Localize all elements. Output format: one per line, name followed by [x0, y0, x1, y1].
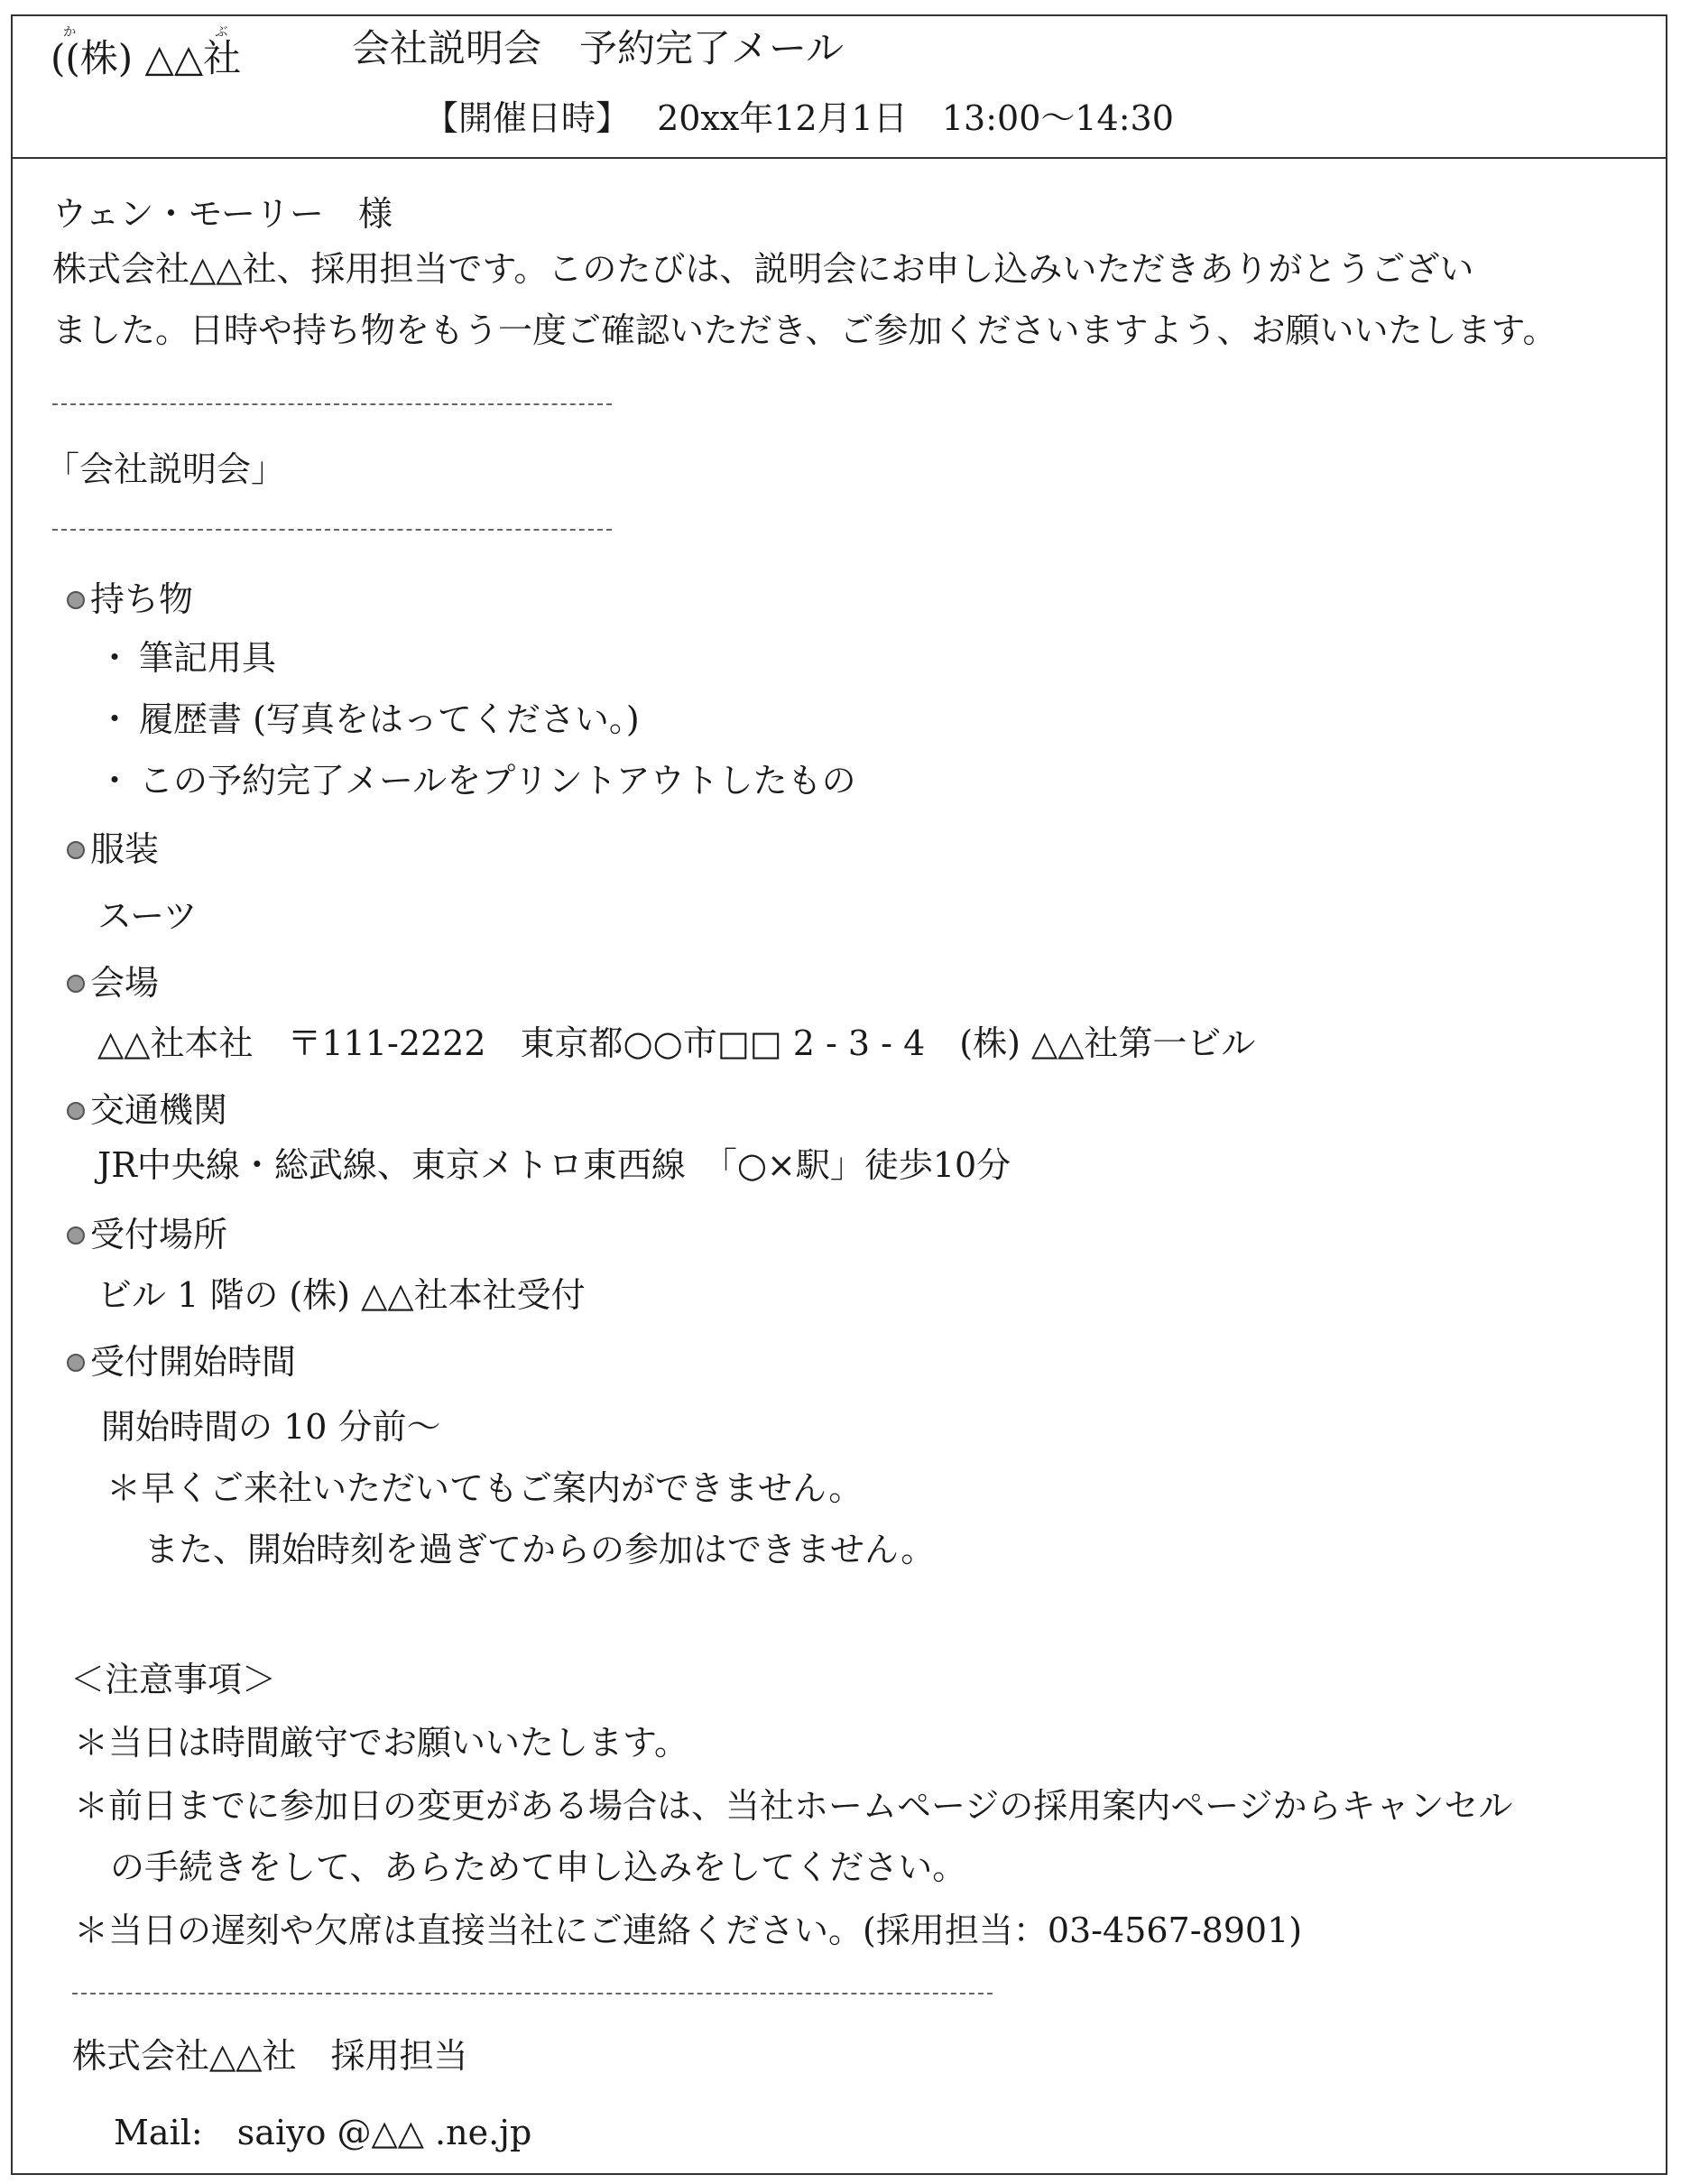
- dot-icon: ・: [97, 699, 133, 739]
- bullet-icon: [67, 1354, 85, 1372]
- divider: [52, 529, 612, 531]
- venue-body: △△社本社 〒111-2222 東京都○○市□□ 2 - 3 - 4 (株) △△社第一ビル: [97, 1023, 1256, 1063]
- note-item-continued: の手続きをして、あらためて申し込みをしてください。: [110, 1847, 967, 1887]
- notes-heading: ＜注意事項＞: [70, 1660, 277, 1699]
- dress-body: スーツ: [97, 896, 198, 936]
- reception-time-heading: [67, 1341, 296, 1384]
- section-heading: 受付場所: [90, 1215, 228, 1254]
- note-item: ＊当日は時間厳守でお願いいたします。: [74, 1723, 688, 1763]
- section-heading: 持ち物: [90, 579, 194, 619]
- bullet-icon: [67, 1226, 85, 1245]
- section-heading: 会場: [90, 963, 160, 1003]
- bullet-icon: [67, 975, 85, 993]
- mail-address: saiyo @△△ .ne.jp: [236, 2113, 532, 2152]
- belongings-item-label: 筆記用具: [139, 638, 277, 678]
- belongings-item-label: 履歴書 (写真をはってください。): [139, 699, 640, 739]
- mail-label: Mail:: [114, 2113, 203, 2152]
- reception-time-body: 開始時間の 10 分前〜: [101, 1407, 441, 1447]
- reception-place-heading: [67, 1214, 227, 1257]
- date-label: 【開催日時】: [424, 98, 631, 138]
- belongings-item-label: この予約完了メールをプリントアウトしたもの: [139, 761, 856, 800]
- belongings-item: [97, 699, 640, 742]
- note-item: ＊当日の遅刻や欠席は直接当社にご連絡ください。(採用担当：03-4567-8901): [74, 1911, 1303, 1950]
- reception-place-body: ビル 1 階の (株) △△社本社受付: [97, 1275, 586, 1315]
- header-title: 会社説明会 予約完了メール: [352, 26, 845, 70]
- greeting-line-1: 株式会社△△社、採用担当です。このたびは、説明会にお申し込みいただきありがとうござい: [52, 249, 1474, 289]
- reception-time-note: また、開始時刻を過ぎてからの参加はできません。: [144, 1530, 936, 1569]
- header-company: ((株) △△社かぶ: [51, 25, 242, 80]
- section-heading: 服装: [90, 829, 160, 869]
- belongings-item: [97, 760, 856, 803]
- divider: [72, 1993, 993, 1994]
- transport-heading: [67, 1089, 227, 1133]
- belongings-item: [97, 637, 276, 680]
- venue-heading: [67, 962, 159, 1005]
- event-title: 「会社説明会」: [45, 449, 286, 489]
- dot-icon: ・: [97, 761, 133, 800]
- header-date: [424, 97, 1174, 141]
- dress-heading: [67, 828, 159, 872]
- section-heading: 受付開始時間: [90, 1342, 297, 1382]
- dot-icon: ・: [97, 638, 133, 678]
- divider: [52, 403, 612, 405]
- transport-body: JR中央線・総武線、東京メトロ東西線 「○×駅」徒歩10分: [97, 1145, 1011, 1185]
- bullet-icon: [67, 841, 85, 859]
- date-value: 20xx年12月1日 13:00〜14:30: [657, 98, 1174, 138]
- company-name: (株) △△社: [65, 36, 242, 80]
- section-heading: 交通機関: [90, 1090, 228, 1130]
- recipient-name: ウェン・モーリー 様: [52, 194, 393, 234]
- bullet-icon: [67, 1102, 85, 1120]
- reception-time-note: ＊早くご来社いただいてもご案内ができません。: [106, 1468, 864, 1508]
- belongings-heading: [67, 578, 193, 622]
- footer-mail: [114, 2112, 531, 2155]
- bullet-icon: [67, 591, 85, 609]
- note-item: ＊前日までに参加日の変更がある場合は、当社ホームページの採用案内ページからキャンセル: [74, 1786, 1513, 1826]
- footer-signature: 株式会社△△社 採用担当: [72, 2036, 468, 2076]
- greeting-line-2: ました。日時や持ち物をもう一度ご確認いただき、ご参加くださいますよう、お願いいたします。: [52, 310, 1557, 350]
